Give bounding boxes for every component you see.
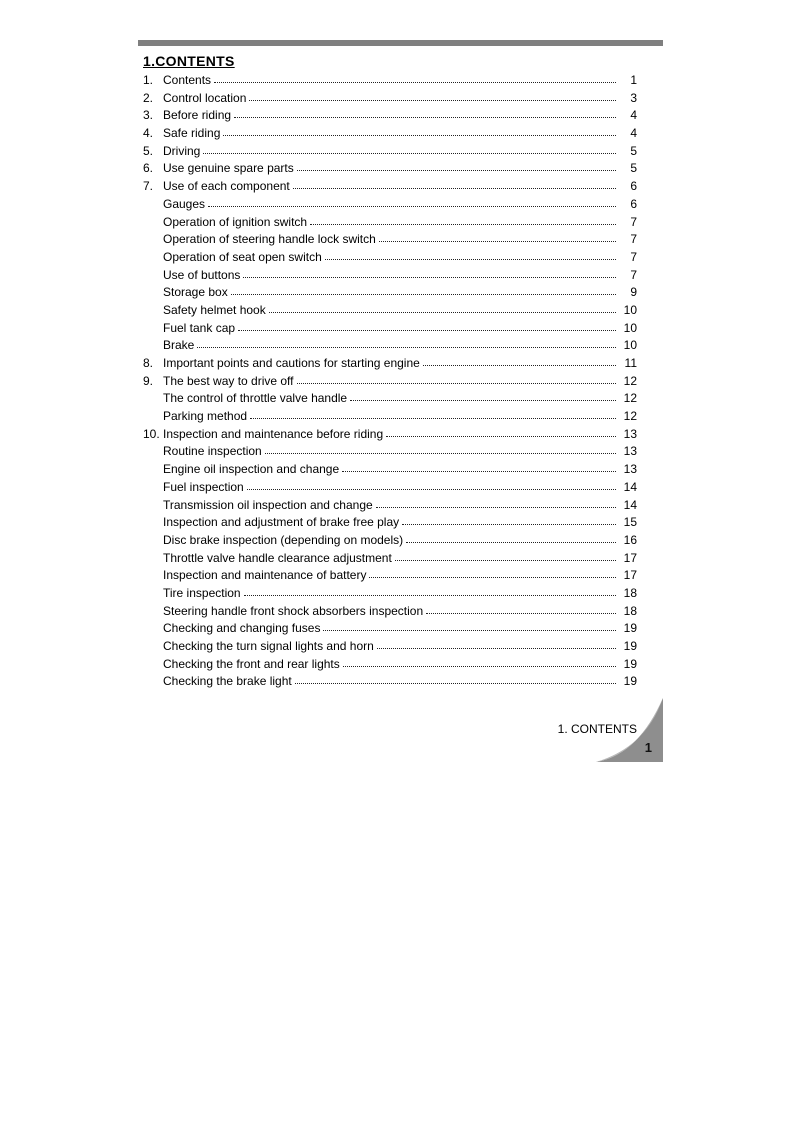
toc-entry-page: 11 — [624, 356, 637, 370]
toc-entry-label: Contents — [163, 73, 212, 87]
toc-entry-number: 10. — [143, 426, 160, 441]
toc-entry-label: Inspection and adjustment of brake free play — [163, 515, 400, 530]
toc-entry — [143, 337, 637, 355]
toc-entry-label: Fuel inspection — [163, 479, 244, 494]
toc-entry-page: 10 — [623, 302, 637, 317]
toc-dot-leader — [325, 259, 616, 260]
toc-entry-page: 7 — [630, 232, 637, 247]
toc-dot-leader — [244, 595, 616, 596]
toc-entry-page: 19 — [623, 621, 637, 636]
toc-entry-page: 17 — [623, 568, 637, 583]
toc-entry-label: Safety helmet hook — [163, 302, 266, 317]
toc-entry-label: Driving — [163, 143, 201, 158]
toc-entry-page: 9 — [630, 285, 637, 300]
toc-entry-label: Checking the brake light — [163, 674, 292, 689]
toc-dot-leader — [214, 82, 616, 83]
toc-entry-page: 4 — [630, 108, 637, 123]
toc-dot-leader — [406, 542, 616, 543]
toc-entry-label: Use genuine spare parts — [163, 161, 294, 176]
toc-entry-page: 19 — [623, 674, 637, 689]
toc-entry — [143, 567, 637, 585]
toc-entry-label: Control location — [163, 90, 247, 105]
toc-entry-page: 3 — [630, 90, 637, 105]
toc-entry-label: Parking method — [163, 409, 248, 424]
toc-dot-leader — [369, 577, 616, 578]
toc-entry-page: 12 — [623, 409, 637, 424]
toc-dot-leader — [269, 312, 616, 313]
toc-entry-page: 13 — [623, 444, 637, 459]
toc-entry-page: 18 — [623, 585, 637, 600]
toc-entry-page: 16 — [623, 532, 637, 547]
toc-entry — [143, 390, 637, 408]
toc-entry-label: Important points and cautions for starting engine — [163, 356, 420, 370]
toc-entry-label: Checking the turn signal lights and horn — [163, 639, 374, 653]
toc-dot-leader — [323, 630, 616, 631]
toc-entry — [143, 267, 637, 285]
toc-entry-label: Inspection and maintenance of battery — [163, 568, 367, 583]
toc-dot-leader — [203, 153, 616, 154]
toc-entry-page: 17 — [623, 550, 637, 565]
toc-dot-leader — [243, 277, 616, 278]
toc-entry-page: 5 — [630, 143, 637, 158]
toc-dot-leader — [247, 489, 616, 490]
toc-dot-leader — [426, 613, 616, 614]
toc-dot-leader — [377, 648, 616, 649]
toc-entry-page: 13 — [623, 426, 637, 441]
toc-entry — [143, 355, 637, 373]
toc-entry — [143, 249, 637, 267]
toc-dot-leader — [310, 224, 616, 225]
page-corner-fold — [596, 698, 663, 762]
toc-entry-label: Transmission oil inspection and change — [163, 497, 373, 512]
toc-entry-page: 6 — [630, 179, 637, 194]
toc-entry — [143, 656, 637, 674]
toc-dot-leader — [423, 365, 616, 366]
toc-entry-label: The control of throttle valve handle — [163, 391, 348, 406]
toc-entry-number: 6. — [143, 161, 154, 176]
toc-dot-leader — [250, 418, 616, 419]
toc-entry-number: 7. — [143, 179, 154, 194]
toc-entry — [143, 603, 637, 621]
toc-entry-page: 6 — [630, 196, 637, 211]
toc-entry-page: 14 — [623, 497, 637, 512]
toc-entry — [143, 90, 637, 108]
toc-entry-label: The best way to drive off — [163, 373, 294, 388]
toc-entry-number: 3. — [143, 108, 154, 123]
toc-entry-page: 18 — [623, 603, 637, 618]
toc-entry-label: Before riding — [163, 108, 232, 123]
toc-entry — [143, 550, 637, 568]
toc-entry-label: Use of buttons — [163, 267, 241, 282]
toc-entry — [143, 497, 637, 515]
toc-entry — [143, 320, 637, 338]
toc-entry-page: 12 — [623, 391, 637, 406]
toc-dot-leader — [249, 100, 616, 101]
toc-entry-label: Operation of seat open switch — [163, 249, 322, 264]
toc-entry-label: Engine oil inspection and change — [163, 462, 340, 477]
toc-entry — [143, 160, 637, 178]
toc-dot-leader — [379, 241, 616, 242]
toc-dot-leader — [350, 400, 616, 401]
toc-entry-label: Operation of steering handle lock switch — [163, 232, 376, 247]
toc-list — [143, 72, 637, 691]
toc-dot-leader — [208, 206, 616, 207]
toc-entry — [143, 231, 637, 249]
toc-dot-leader — [223, 135, 616, 136]
toc-entry — [143, 426, 637, 444]
toc-entry-label: Gauges — [163, 196, 206, 211]
toc-entry-page: 19 — [623, 639, 637, 653]
toc-entry-page: 19 — [623, 656, 637, 671]
toc-entry-page: 1 — [630, 73, 637, 87]
toc-entry-page: 4 — [630, 126, 637, 141]
toc-entry-label: Routine inspection — [163, 444, 262, 459]
toc-dot-leader — [197, 347, 616, 348]
toc-entry — [143, 107, 637, 125]
toc-entry-number: 5. — [143, 143, 154, 158]
toc-entry — [143, 479, 637, 497]
page-number: 1 — [644, 740, 652, 755]
toc-entry-label: Steering handle front shock absorbers inspection — [163, 603, 424, 618]
toc-entry-label: Inspection and maintenance before riding — [163, 426, 384, 441]
toc-dot-leader — [342, 471, 616, 472]
toc-entry-page: 10 — [623, 338, 637, 353]
toc-entry-number: 2. — [143, 90, 154, 105]
toc-entry — [143, 302, 637, 320]
toc-entry — [143, 408, 637, 426]
toc-entry — [143, 585, 637, 603]
toc-entry — [143, 673, 637, 691]
toc-entry-label: Safe riding — [163, 126, 221, 141]
toc-entry — [143, 178, 637, 196]
toc-dot-leader — [297, 170, 616, 171]
toc-entry-page: 7 — [630, 214, 637, 229]
toc-dot-leader — [395, 560, 616, 561]
toc-dot-leader — [238, 330, 616, 331]
toc-entry-page: 7 — [630, 267, 637, 282]
toc-entry-label: Storage box — [163, 285, 228, 300]
toc-dot-leader — [386, 436, 616, 437]
toc-dot-leader — [293, 188, 616, 189]
toc-entry-label: Operation of ignition switch — [163, 214, 308, 229]
toc-entry-label: Throttle valve handle clearance adjustment — [163, 550, 392, 565]
toc-entry-label: Checking the front and rear lights — [163, 656, 340, 671]
toc-entry — [143, 284, 637, 302]
toc-entry-page: 14 — [623, 479, 637, 494]
toc-dot-leader — [376, 507, 616, 508]
toc-dot-leader — [343, 666, 616, 667]
toc-entry — [143, 443, 637, 461]
toc-entry-page: 7 — [630, 249, 637, 264]
toc-entry-label: Checking and changing fuses — [163, 621, 321, 636]
toc-entry-label: Disc brake inspection (depending on models) — [163, 532, 404, 547]
toc-dot-leader — [231, 294, 616, 295]
footer-section-label: 1. CONTENTS — [557, 722, 637, 736]
toc-entry-label: Fuel tank cap — [163, 320, 236, 335]
toc-entry — [143, 373, 637, 391]
toc-entry — [143, 196, 637, 214]
toc-dot-leader — [265, 453, 616, 454]
corner-fold-graphic — [596, 698, 663, 762]
toc-entry-page: 12 — [623, 373, 637, 388]
toc-entry-number: 8. — [143, 356, 154, 370]
toc-entry — [143, 620, 637, 638]
toc-entry — [143, 125, 637, 143]
toc-entry — [143, 461, 637, 479]
toc-entry-label: Brake — [163, 338, 195, 353]
toc-dot-leader — [402, 524, 616, 525]
toc-entry — [143, 638, 637, 656]
toc-dot-leader — [295, 683, 616, 684]
toc-entry-label: Use of each component — [163, 179, 290, 194]
toc-dot-leader — [297, 383, 616, 384]
toc-entry-number: 1. — [143, 73, 154, 87]
toc-entry — [143, 214, 637, 232]
toc-entry — [143, 72, 637, 90]
header-rule — [138, 40, 663, 46]
toc-entry-number: 4. — [143, 126, 154, 141]
toc-entry-label: Tire inspection — [163, 585, 241, 600]
toc-entry — [143, 532, 637, 550]
toc-entry — [143, 143, 637, 161]
toc-entry-page: 13 — [623, 462, 637, 477]
toc-entry-number: 9. — [143, 373, 154, 388]
toc-entry-page: 15 — [623, 515, 637, 530]
page-title: 1.CONTENTS — [143, 53, 235, 69]
toc-entry-page: 10 — [623, 320, 637, 335]
toc-dot-leader — [234, 117, 616, 118]
toc-entry-page: 5 — [630, 161, 637, 176]
toc-entry — [143, 514, 637, 532]
